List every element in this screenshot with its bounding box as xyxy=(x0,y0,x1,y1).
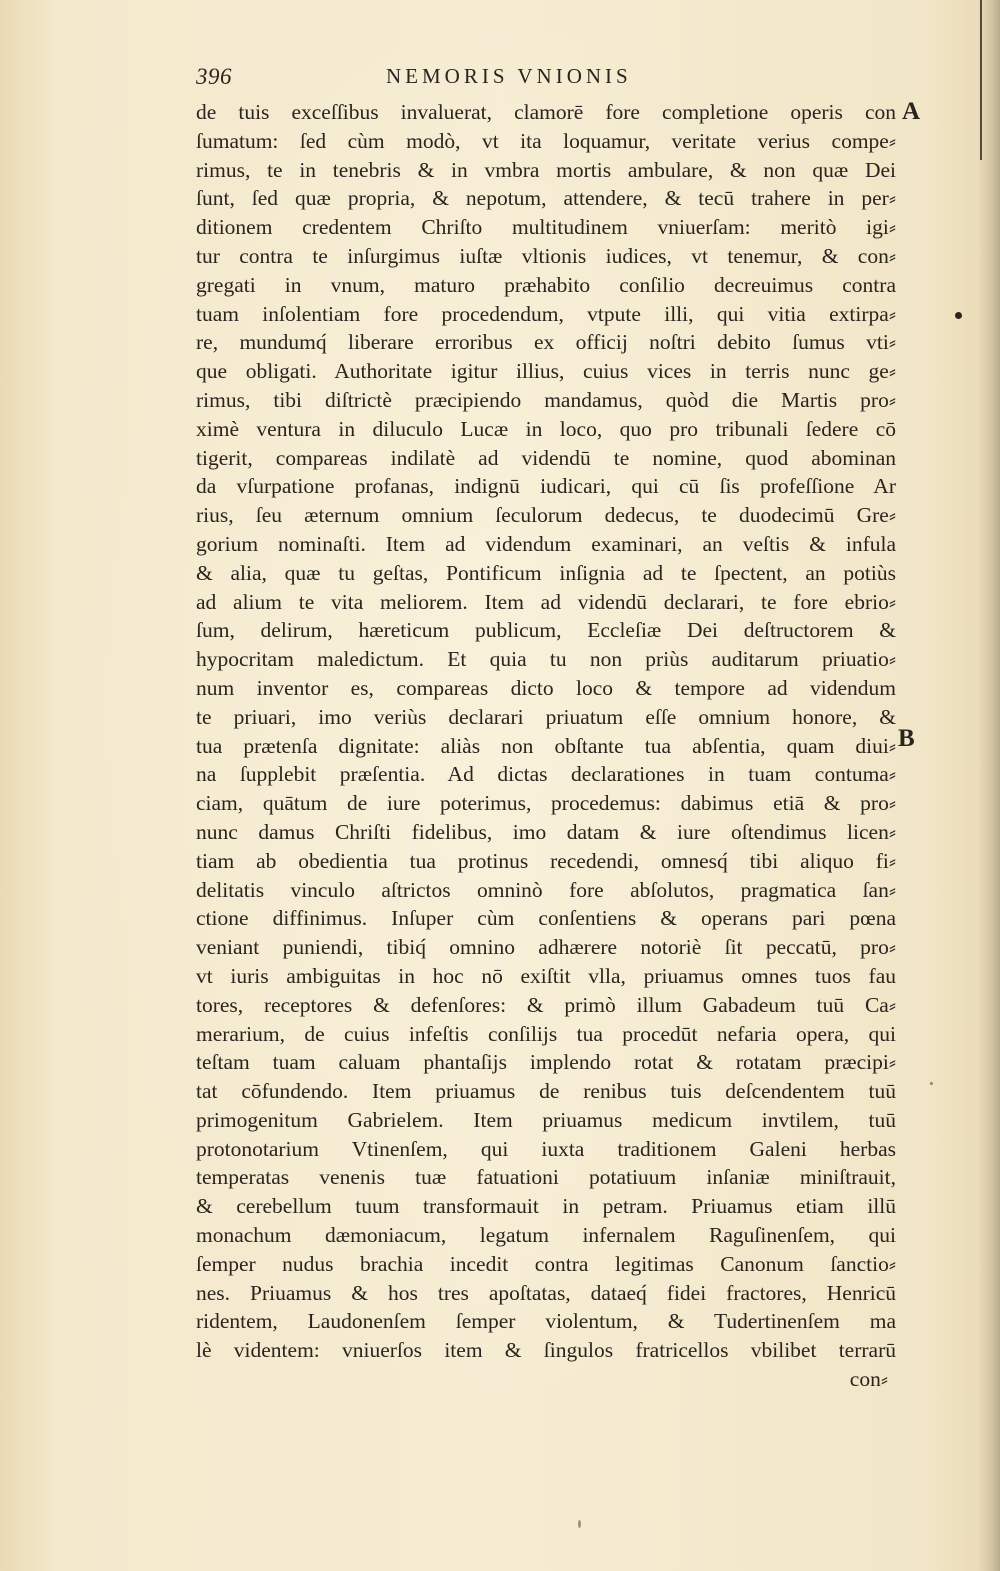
text-line: tat cōfundendo. Item priuamus de renibus tuis deſcendentem tuū xyxy=(196,1079,896,1104)
text-line: primogenitum Gabrielem. Item priuamus medicum invtilem, tuū xyxy=(196,1107,896,1132)
text-line: na ſupplebit præſentia. Ad dictas declarationes in tuam contuma⸗ xyxy=(196,762,896,787)
text-line: que obligati. Authoritate igitur illius, cuius vices in terris nunc ge⸗ xyxy=(196,359,896,384)
text-line: veniant puniendi, tibiq́ omnino adhærere notoriè ſit peccatū, pro⸗ xyxy=(196,935,896,960)
margin-letter-a: A xyxy=(902,98,921,125)
page-number: 396 xyxy=(196,64,232,89)
text-line: tuam inſolentiam fore procedendum, vtpute illi, qui vitia extirpa⸗ xyxy=(196,301,896,326)
text-line: monachum dæmoniacum, legatum infernalem Raguſinenſem, qui xyxy=(196,1223,896,1248)
text-line: gorium nominaſti. Item ad videndum examinari, an veſtis & infula xyxy=(196,531,896,556)
text-line: ximè ventura in diluculo Lucæ in loco, quo pro tribunali ſedere cō xyxy=(196,416,896,441)
margin-letter-b: B xyxy=(898,725,915,752)
text-line: temperatas venenis tuæ fatuationi potatiuum inſaniæ miniſtrauit, xyxy=(196,1165,896,1190)
text-line: rius, ſeu æternum omnium ſeculorum dedecus, te duodecimū Gre⸗ xyxy=(196,503,896,528)
text-line: tores, receptores & defenſores: & primò illum Gabadeum tuū Ca⸗ xyxy=(196,992,896,1017)
text-line: da vſurpatione profanas, indignū iudicari, qui cū ſis profeſſione Ar xyxy=(196,474,896,499)
text-line: protonotarium Vtinenſem, qui iuxta traditionem Galeni herbas xyxy=(196,1136,896,1161)
text-line: ridentem, Laudonenſem ſemper violentum, & Tudertinenſem ma xyxy=(196,1309,896,1334)
text-line: tiam ab obedientia tua protinus recedendi, omnesq́ tibi aliquo fi⸗ xyxy=(196,848,896,873)
text-line: rimus, tibi diſtrictè præcipiendo mandamus, quòd die Martis pro⸗ xyxy=(196,387,896,412)
text-line: ciam, quātum de iure poterimus, procedemus: dabimus etiā & pro⸗ xyxy=(196,791,896,816)
text-line: ditionem credentem Chriſto multitudinem vniuerſam: meritò igi⸗ xyxy=(196,215,896,240)
text-line: re, mundumq́ liberare erroribus ex officij noſtri debito ſumus vti⸗ xyxy=(196,330,896,355)
binding-rule xyxy=(980,0,982,160)
text-line: lè videntem: vniuerſos item & ſingulos fratricellos vbilibet terrarū xyxy=(196,1338,896,1363)
running-title: NEMORIS VNIONIS xyxy=(386,64,632,88)
ink-speck xyxy=(955,312,962,319)
ink-speck xyxy=(930,1082,933,1085)
text-line: ad alium te vita meliorem. Item ad videndū declarari, te fore ebrio⸗ xyxy=(196,589,896,614)
text-line: vt iuris ambiguitas in hoc nō exiſtit vlla, priuamus omnes tuos fau xyxy=(196,963,896,988)
text-line: delitatis vinculo aſtrictos omninò fore abſolutos, pragmatica ſan⸗ xyxy=(196,877,896,902)
text-line: ſumatum: ſed cùm modò, vt ita loquamur, veritate verius compe⸗ xyxy=(196,128,896,153)
text-line: con⸗ xyxy=(849,1367,888,1392)
text-line: ſum, delirum, hæreticum publicum, Eccleſiæ Dei deſtructorem & xyxy=(196,618,896,643)
text-line: ctione diffinimus. Inſuper cùm conſentiens & operans pari pœna xyxy=(196,906,896,931)
text-line: tur contra te inſurgimus iuſtæ vltionis iudices, vt tenemur, & con⸗ xyxy=(196,243,896,268)
body-text xyxy=(196,98,896,1394)
ink-speck xyxy=(578,1520,581,1528)
text-line: tigerit, compareas indilatè ad videndū te nomine, quod abominan xyxy=(196,445,896,470)
page-edge-shadow xyxy=(978,0,1000,1571)
text-line: nunc damus Chriſti fidelibus, imo datam & iure oſtendimus licen⸗ xyxy=(196,819,896,844)
text-line: de tuis exceſſibus invaluerat, clamorē fore completione operis con xyxy=(196,100,896,124)
page-header xyxy=(196,62,736,92)
text-line: te priuari, imo veriùs declarari priuatum eſſe omnium honore, & xyxy=(196,704,896,729)
text-line: ſemper nudus brachia incedit contra legitimas Canonum ſanctio⸗ xyxy=(196,1251,896,1276)
text-line: & alia, quæ tu geſtas, Pontificum inſignia ad te ſpectent, an potiùs xyxy=(196,560,896,585)
text-line: tua prætenſa dignitate: aliàs non obſtante tua abſentia, quam diui⸗ xyxy=(196,733,896,758)
text-line: num inventor es, compareas dicto loco & tempore ad videndum xyxy=(196,675,896,700)
text-line: gregati in vnum, maturo præhabito conſilio decreuimus contra xyxy=(196,272,896,297)
text-line: rimus, te in tenebris & in vmbra mortis ambulare, & non quæ Dei xyxy=(196,157,896,182)
text-line: ſunt, ſed quæ propria, & nepotum, attendere, & tecū trahere in per⸗ xyxy=(196,186,896,211)
text-line: nes. Priuamus & hos tres apoſtatas, dataeq́ fidei fractores, Henricū xyxy=(196,1280,896,1305)
text-line: hypocritam maledictum. Et quia tu non priùs auditarum priuatio⸗ xyxy=(196,647,896,672)
text-line: teſtam tuam caluam phantaſijs implendo rotat & rotatam præcipi⸗ xyxy=(196,1050,896,1075)
text-line: & cerebellum tuum transformauit in petram. Priuamus etiam illū xyxy=(196,1194,896,1219)
text-line: merarium, de cuius infeſtis conſilijs tua procedūt nefaria opera, qui xyxy=(196,1021,896,1046)
